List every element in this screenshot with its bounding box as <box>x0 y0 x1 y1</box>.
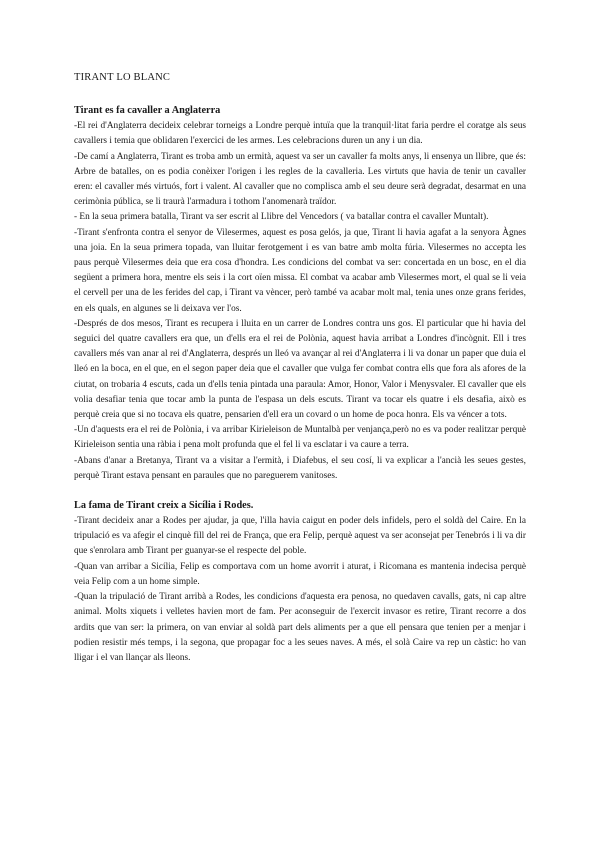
section-heading: Tirant es fa cavaller a Anglaterra <box>74 105 221 117</box>
paragraph: -El rei d'Anglaterra decideix celebrar torneigs a Londre perquè intuïa que la tranquil·litat faria perdre el coratge als seus cavallers i temia que oblidaren l'exercici de les armes. Les celebracions duren un any i un dia. <box>74 121 526 147</box>
section-body <box>74 119 526 484</box>
paragraph: -De camí a Anglaterra, Tirant es troba amb un ermità, aquest va ser un cavaller fa molts anys, li ensenya un llibre, que és: Arbre de batalles, on es podia conèixer l'origen i les regles de la cavalleria. Les virtuts que havia de tenir un cavaller eren: el cavaller més virtuós, fort i valent. Al cavaller que no complisca amb el seu deure serà degradat, desarmat en una cerimònia pública, se li traurà l'armadura i tothom l'anomenarà traïdor. <box>74 151 526 208</box>
paragraph: -Després de dos mesos, Tirant es recupera i lluita en un carrer de Londres contra uns gos. El particular que hi havia del seguici del quatre cavallers era que, un d'ells era el rei de Polònia, aquest havia arribat a Londres d'incògnit. Ell i tres cavallers més van anar al rei d'Anglaterra, després un lleó va avançar al rei d'Anglaterra i li va donar un paper que duia el lleó en la boca, en el que, en el segon paper deia que el cavaller que vulga fer combat contra ells que fora als afores de la ciutat, on trobaria 4 escuts, cada un d'ells tenia pintada una paraula: Amor, Honor, Valor i Menysvaler. El cavaller que els volia desafiar tenia que tocar amb la punta de l'espasa un dels escuts. Tirant va tocar els quatre i els desafia, això es perquè creia que si no tocava els quatre, pensarien d'ell era un covard o un home de poca honra. Els va véncer a tots. <box>74 318 526 421</box>
paragraph: -Quan la tripulació de Tirant arribà a Rodes, les condicions d'aquesta era penosa, no quedaven cavalls, gats, ni cap altre animal. Molts xiquets i velletes havien mort de fam. Per aconseguir de l'exercit invasor es retire, Tirant recorre a dos ardits que van ser: la primera, on van enviar al soldà part dels aliments per a que ell pensara que tenien per a menjar i podien resistir més temps, i la segona, que propagar foc a les seues naves. A més, el solà Caire va rep un càstic: ho van lligar i el van llançar als lleons. <box>74 592 526 663</box>
paragraph: -Abans d'anar a Bretanya, Tirant va a visitar a l'ermità, i Diafebus, el seu cosí, li va explicar a l'ancià les seues gestes, perquè Tirant estava pensant en paraules que no pareguerem vanitoses. <box>74 455 526 481</box>
document-page <box>74 70 526 666</box>
paragraph: -Tirant s'enfronta contra el senyor de Vilesermes, aquest es posa gelós, ja que, Tirant li havia agafat a la senyora Àgnes una joia. En la seua primera topada, van lluitar ferotgement i es van batre amb molta fúria. Vilesermes no accepta les paus perquè Vilesermes deia que era cosa d'hondra. Les condicions del combat va ser: concertada en un bosc, en el dia següent a primera hora, mentre els seis i la cort oïen missa. El combat va acabar amb Vilesermes mort, el qual se li veia el cervell per una de les ferides del cap, i Tirant va vèncer, però també va acabar molt mal, tenia unes onze grans ferides, en els quals, en algunes se li deixava ver l'os. <box>74 227 526 314</box>
document-title: TIRANT LO BLANC <box>74 72 171 83</box>
section-body <box>74 514 526 666</box>
paragraph: - En la seua primera batalla, Tirant va ser escrit al Llibre del Vencedors ( va batallar contra el cavaller Muntalt). <box>74 212 489 223</box>
section-heading: La fama de Tirant creix a Sicília i Rodes. <box>74 500 254 512</box>
paragraph: -Un d'aquests era el rei de Polònia, i va arribar Kirieleison de Muntalbà per venjança,però no es va poder realitzar perquè Kirieleison sentia una ràbia i pena molt profunda que el fel li va esclatar i va caure a terra. <box>74 425 526 451</box>
paragraph: -Quan van arribar a Sicília, Felip es comportava com un home avorrit i aturat, i Ricomana es mantenia indecisa perquè veia Felip com a un home simple. <box>74 561 526 587</box>
paragraph: -Tirant decideix anar a Rodes per ajudar, ja que, l'illa havia caigut en poder dels infidels, pero el soldà del Caire. En la tripulació es va afegir el cinquè fill del rei de França, que era Felip, perquè aquest va ser aconsejat per Tenebrós i li va dir que s'enrolara amb Tirant per guanyar-se el respecte del poble. <box>74 516 526 557</box>
